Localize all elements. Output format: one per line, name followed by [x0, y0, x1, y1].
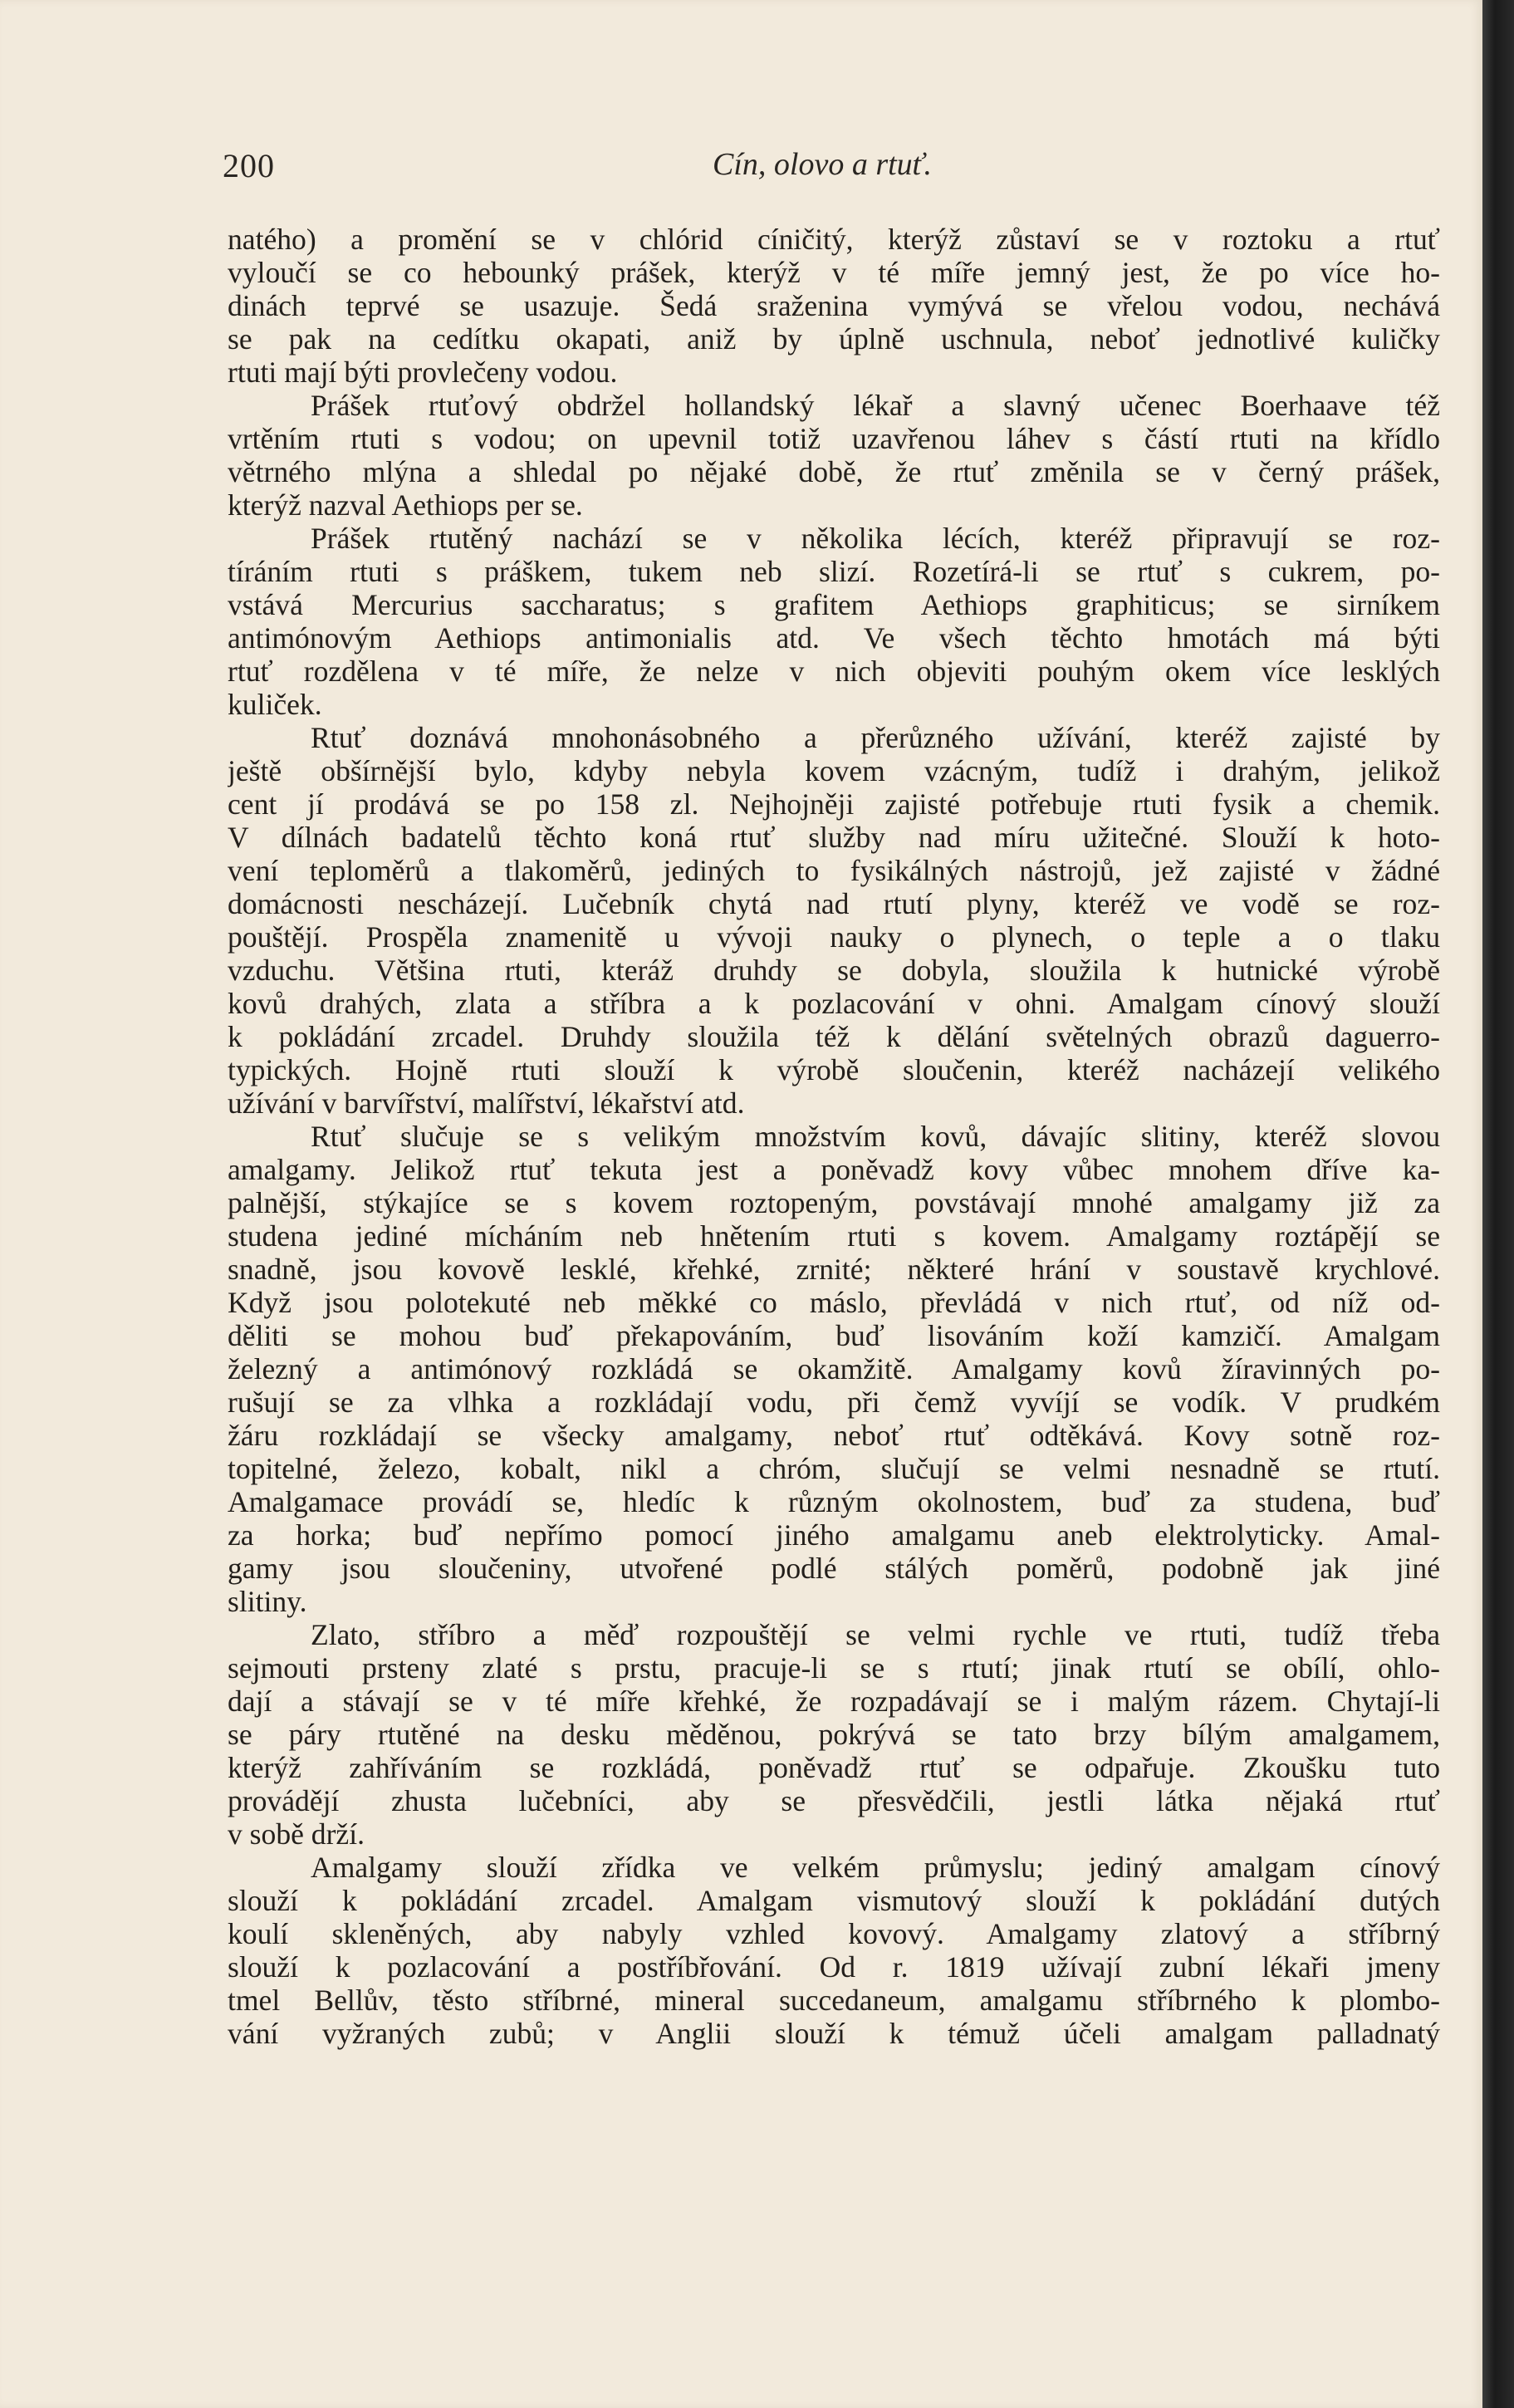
text-line: se páry rtutěné na desku měděnou, pokrývá se tato brzy bílým amalgamem,	[228, 1718, 1440, 1751]
paragraph-4	[228, 721, 1440, 1120]
page-number: 200	[223, 147, 275, 184]
text-line: železný a antimónový rozkládá se okamžitě. Amalgamy kovů žíravinných po-	[228, 1352, 1440, 1385]
text-line: větrného mlýna a shledal po nějaké době, že rtuť změnila se v černý prášek,	[228, 455, 1440, 488]
text-line: kovů drahých, zlata a stříbra a k pozlacování v ohni. Amalgam cínový slouží	[228, 987, 1440, 1020]
text-line: slitiny.	[228, 1585, 307, 1618]
text-line: snadně, jsou kovově lesklé, křehké, zrnité; některé hrání v soustavě krychlové.	[228, 1253, 1440, 1286]
text-line: rušují se za vlhka a rozkládají vodu, při čemž vyvíjí se vodík. V prudkém	[228, 1385, 1440, 1419]
text-line: slouží k pokládání zrcadel. Amalgam vismutový slouží k pokládání dutých	[228, 1884, 1440, 1917]
paragraph-2	[228, 389, 1440, 522]
text-line: cent jí prodává se po 158 zl. Nejhojněji zajisté potřebuje rtuti fysik a chemik.	[228, 787, 1440, 821]
page-header	[223, 143, 1439, 193]
text-line: studena jediné mícháním neb hnětením rtuti s kovem. Amalgamy roztápějí se	[228, 1219, 1440, 1253]
paragraph-7	[228, 1851, 1440, 2050]
book-spine-edge	[1482, 0, 1514, 2408]
text-line: palnější, stýkajíce se s kovem roztopeným, povstávají mnohé amalgamy již za	[228, 1186, 1440, 1219]
text-line: slouží k pozlacování a postříbřování. Od r. 1819 užívají zubní lékaři jmeny	[228, 1950, 1440, 1984]
text-line: Zlato, stříbro a měď rozpouštějí se velmi rychle ve rtuti, tudíž třeba	[311, 1618, 1440, 1651]
paragraph-1	[228, 223, 1440, 389]
text-line: tmel Bellův, těsto stříbrné, mineral succedaneum, amalgamu stříbrného k plombo-	[228, 1984, 1440, 2017]
text-line: vyloučí se co hebounký prášek, kterýž v té míře jemný jest, že po více ho-	[228, 256, 1440, 289]
text-line: vání vyžraných zubů; v Anglii slouží k témuž účeli amalgam palladnatý	[228, 2017, 1440, 2050]
text-line: koulí skleněných, aby nabyly vzhled kovový. Amalgamy zlatový a stříbrný	[228, 1917, 1440, 1950]
text-line: kterýž nazval Aethiops per se.	[228, 488, 583, 522]
text-line: Prášek rtuťový obdržel hollandský lékař a slavný učenec Boerhaave též	[311, 389, 1440, 422]
text-line: Když jsou polotekuté neb měkké co máslo, převládá v nich rtuť, od níž od-	[228, 1286, 1440, 1319]
text-line: za horka; buď nepřímo pomocí jiného amalgamu aneb elektrolyticky. Amal-	[228, 1518, 1440, 1552]
text-line: typických. Hojně rtuti slouží k výrobě sloučenin, kteréž nacházejí velikého	[228, 1053, 1440, 1086]
text-line: kuliček.	[228, 688, 322, 721]
text-line: vzduchu. Většina rtuti, kteráž druhdy se dobyla, sloužila k hutnické výrobě	[228, 954, 1440, 987]
text-line: domácnosti nescházejí. Lučebník chytá nad rtutí plyny, kteréž ve vodě se roz-	[228, 887, 1440, 920]
text-line: sejmouti prsteny zlaté s prstu, pracuje-li se s rtutí; jinak rtutí se obílí, ohlo-	[228, 1651, 1440, 1685]
text-line: Rtuť doznává mnohonásobného a přerůzného užívání, kteréž zajisté by	[311, 721, 1440, 754]
paragraph-3	[228, 522, 1440, 721]
text-line: žáru rozkládají se všecky amalgamy, neboť rtuť odtěkává. Kovy sotně roz-	[228, 1419, 1440, 1452]
text-line: užívání v barvířství, malířství, lékařství atd.	[228, 1086, 745, 1120]
text-line: V dílnách badatelů těchto koná rtuť služby nad míru užitečné. Slouží k hoto-	[228, 821, 1440, 854]
text-line: Amalgamy slouží zřídka ve velkém průmyslu; jediný amalgam cínový	[311, 1851, 1440, 1884]
text-line: Amalgamace provádí se, hledíc k různým okolnostem, buď za studena, buď	[228, 1485, 1440, 1518]
text-line: k pokládání zrcadel. Druhdy sloužila též k dělání světelných obrazů daguerro-	[228, 1020, 1440, 1053]
text-line: rtuti mají býti provlečeny vodou.	[228, 356, 618, 389]
text-line: Prášek rtutěný nachází se v několika lécích, kteréž připravují se roz-	[311, 522, 1440, 555]
text-line: ještě obšírnější bylo, kdyby nebyla kovem vzácným, tudíž i drahým, jelikož	[228, 754, 1440, 787]
text-line: vení teploměrů a tlakoměrů, jediných to fysikálných nástrojů, jež zajisté v žádné	[228, 854, 1440, 887]
text-line: vrtěním rtuti s vodou; on upevnil totiž uzavřenou láhev s částí rtuti na křídlo	[228, 422, 1440, 455]
text-line: rtuť rozdělena v té míře, že nelze v nich objeviti pouhým okem více lesklých	[228, 655, 1440, 688]
text-line: dají a stávají se v té míře křehké, že rozpadávají se i malým rázem. Chytají-li	[228, 1685, 1440, 1718]
text-line: provádějí zhusta lučebníci, aby se přesvědčili, jestli látka nějaká rtuť	[228, 1784, 1440, 1817]
text-line: se pak na cedítku okapati, aniž by úplně uschnula, neboť jednotlivé kuličky	[228, 322, 1440, 356]
text-line: Rtuť slučuje se s velikým množstvím kovů, dávajíc slitiny, kteréž slovou	[311, 1120, 1440, 1153]
text-line: antimónovým Aethiops antimonialis atd. Ve všech těchto hmotách má býti	[228, 621, 1440, 655]
text-line: amalgamy. Jelikož rtuť tekuta jest a poněvadž kovy vůbec mnohem dříve ka-	[228, 1153, 1440, 1186]
text-line: dinách teprvé se usazuje. Šedá sraženina vymývá se vřelou vodou, nechává	[228, 289, 1440, 322]
text-line: kterýž zahříváním se rozkládá, poněvadž rtuť se odpařuje. Zkoušku tuto	[228, 1751, 1440, 1784]
text-line: pouštějí. Prospěla znamenitě u vývoji nauky o plynech, o teple a o tlaku	[228, 920, 1440, 954]
text-line: vstává Mercurius saccharatus; s grafitem Aethiops graphiticus; se sirníkem	[228, 588, 1440, 621]
running-title: Cín, olovo a rtuť.	[713, 147, 932, 182]
text-line: gamy jsou sloučeniny, utvořené podlé stálých poměrů, podobně jak jiné	[228, 1552, 1440, 1585]
text-line: v sobě drží.	[228, 1817, 365, 1851]
paragraph-6	[228, 1618, 1440, 1851]
paragraph-5	[228, 1120, 1440, 1618]
page-body-text	[228, 223, 1440, 2050]
text-line: topitelné, železo, kobalt, nikl a chróm, slučují se velmi nesnadně se rtutí.	[228, 1452, 1440, 1485]
text-line: děliti se mohou buď překapováním, buď lisováním koží kamzičí. Amalgam	[228, 1319, 1440, 1352]
text-line: natého) a promění se v chlórid cíničitý, kterýž zůstaví se v roztoku a rtuť	[228, 223, 1440, 256]
text-line: tíráním rtuti s práškem, tukem neb slizí. Rozetírá-li se rtuť s cukrem, po-	[228, 555, 1440, 588]
